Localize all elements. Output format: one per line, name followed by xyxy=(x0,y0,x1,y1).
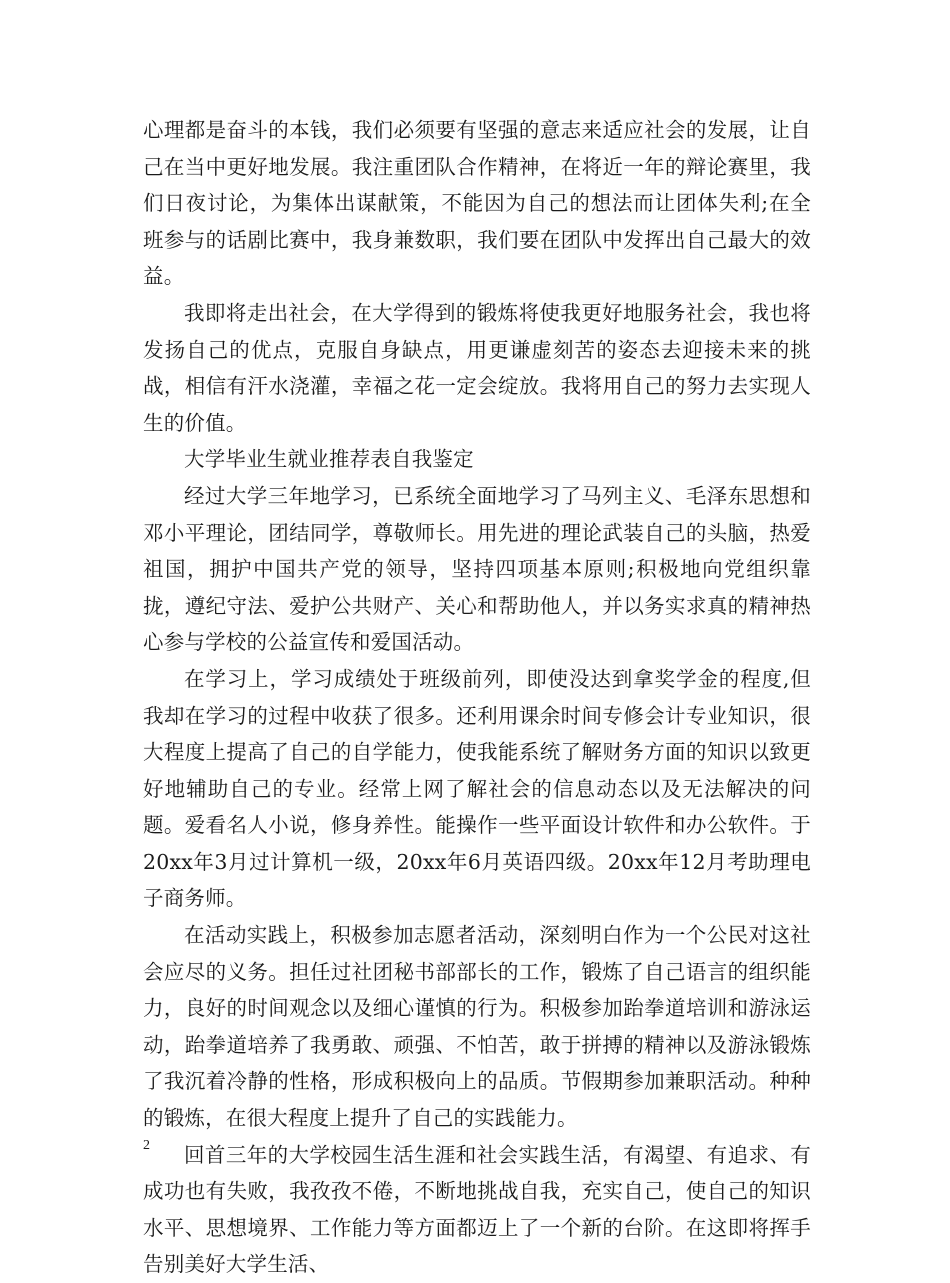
paragraph-ideology: 经过大学三年地学习，已系统全面地学习了马列主义、毛泽东思想和邓小平理论，团结同学，尊敬师长。用先进的理论武装自己的头脑，热爱祖国，拥护中国共产党的领导，坚持四项基本原则;积极地向党组织靠拢，遵纪守法、爱护公共财产、关心和帮助他人，并以务实求真的精神热心参与学校的公益宣传和爱国活动。 xyxy=(143,483,811,655)
paragraph-outlook: 我即将走出社会，在大学得到的锻炼将使我更好地服务社会，我也将发扬自己的优点，克服自身缺点，用更谦虚刻苦的姿态去迎接未来的挑战，相信有汗水浇灌，幸福之花一定会绽放。我将用自己的努力去实现人生的价值。 xyxy=(143,300,811,435)
document-body xyxy=(143,112,811,1283)
page-number: 2 xyxy=(143,1138,150,1153)
paragraph-review: 回首三年的大学校园生活生涯和社会实践生活，有渴望、有追求、有成功也有失败，我孜孜不倦，不断地挑战自我，充实自己，使自己的知识水平、思想境界、工作能力等方面都迈上了一个新的台阶。在这即将挥手告别美好大学生活、 xyxy=(143,1142,811,1277)
section-heading: 大学毕业生就业推荐表自我鉴定 xyxy=(184,447,474,472)
paragraph-study: 在学习上，学习成绩处于班级前列，即使没达到拿奖学金的程度,但我却在学习的过程中收获了很多。还利用课余时间专修会计专业知识，很大程度上提高了自己的自学能力，使我能系统了解财务方面的知识以致更好地辅助自己的专业。经常上网了解社会的信息动态以及无法解决的问题。爱看名人小说，修身养性。能操作一些平面设计软件和办公软件。于20xx年3月过计算机一级，20xx年6月英语四级。20xx年12月考助理电子商务师。 xyxy=(143,666,811,911)
paragraph-continuation: 心理都是奋斗的本钱，我们必须要有坚强的意志来适应社会的发展，让自己在当中更好地发展。我注重团队合作精神，在将近一年的辩论赛里，我们日夜讨论，为集体出谋献策，不能因为自己的想法而让团体失利;在全班参与的话剧比赛中，我身兼数职，我们要在团队中发挥出自己最大的效益。 xyxy=(143,118,811,289)
paragraph-activities: 在活动实践上，积极参加志愿者活动，深刻明白作为一个公民对这社会应尽的义务。担任过社团秘书部部长的工作，锻炼了自己语言的组织能力，良好的时间观念以及细心谨慎的行为。积极参加跆拳道培训和游泳运动，跆拳道培养了我勇敢、顽强、不怕苦，敢于拼搏的精神以及游泳锻炼了我沉着冷静的性格，形成积极向上的品质。节假期参加兼职活动。种种的锻炼，在很大程度上提升了自己的实践能力。 xyxy=(143,923,811,1131)
